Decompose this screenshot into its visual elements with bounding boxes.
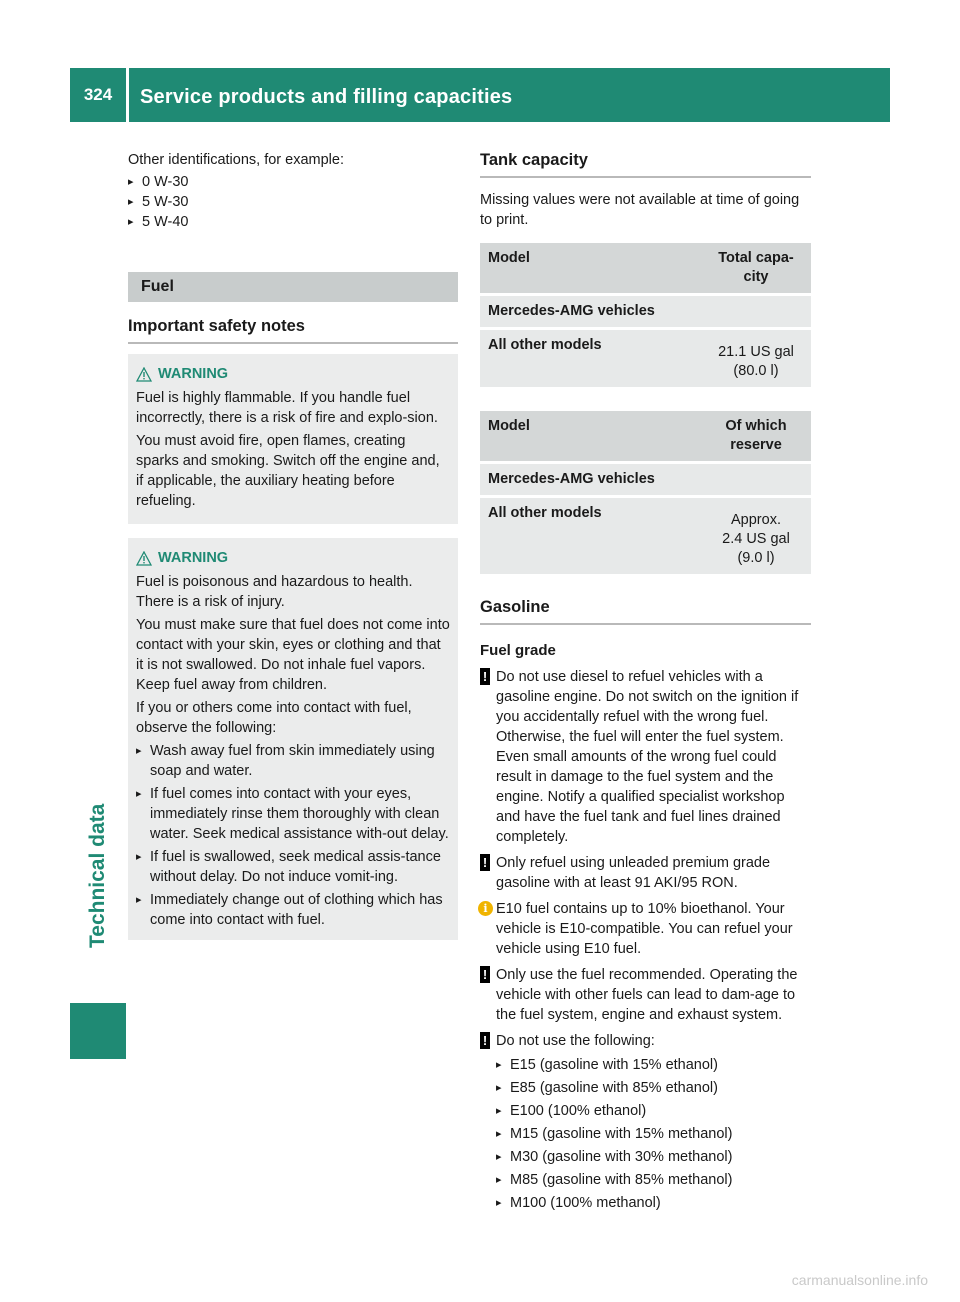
right-column [480,150,811,1213]
warning-box-1 [128,354,458,524]
page-number: 324 [83,85,113,104]
side-tab-label-wrap [78,803,118,988]
side-tab-label: Technical data [86,803,109,948]
info-icon: i [478,901,493,916]
reserve-table [480,408,811,577]
fuel-section-bar: Fuel [128,272,458,302]
note-caution [480,667,811,847]
note-caution [480,1031,811,1051]
table-cell: All other models [480,330,701,387]
page-title: Service products and filling capacities [140,86,513,108]
note-info [480,899,811,959]
warning-paragraph: You must avoid fire, open flames, creating sparks and smoking. Switch off the engine and, if applicable, the auxiliary heating before refueling. [136,433,440,509]
table-header-cell: Model [480,411,701,461]
list-item: ▸ If fuel comes into contact with your eyes, immediately rinse them thoroughly with clean water. Seek medical assistance with-out delay. [136,784,450,844]
table-header-row [480,411,811,461]
table-cell: Approx. 2.4 US gal (9.0 l) [701,498,811,574]
list-item: ▸ If fuel is swallowed, seek medical assis-tance without delay. Do not induce vomit-ing. [136,847,450,887]
safety-heading: Important safety notes [128,316,458,344]
oil-list [128,172,458,232]
note-text: Only refuel using unleaded premium grade gasoline with at least 91 AKI/95 RON. [496,855,771,891]
table-row [480,464,811,495]
warning-title [136,364,450,384]
page-header [70,68,890,122]
intro-text: Other identifications, for example: [128,152,344,168]
warning-title-text: WARNING [158,366,229,382]
left-column [128,150,458,940]
tank-note: Missing values were not available at time of going to print. [480,192,800,228]
note-caution [480,965,811,1025]
list-item: ▸ E85 (gasoline with 85% ethanol) [496,1078,811,1098]
warning-paragraph: Fuel is poisonous and hazardous to health. There is a risk of injury. [136,574,413,610]
warning-paragraph: If you or others come into contact with fuel, observe the following: [136,700,412,736]
fuel-grade-heading: Fuel grade [480,642,556,659]
table-cell [701,464,811,495]
first-aid-list [136,741,450,930]
table-header-cell: Of which reserve [701,411,811,461]
gasoline-heading: Gasoline [480,597,811,625]
note-text: E10 fuel contains up to 10% bioethanol. Your vehicle is E10-compatible. You can refuel your vehicle using E10 fuel. [496,901,793,957]
table-header-cell [701,243,811,293]
warning-paragraph: Fuel is highly flammable. If you handle fuel incorrectly, there is a risk of fire and explo-sion. [136,390,438,426]
exclamation-icon: ! [480,854,490,871]
list-item: ▸ M100 (100% methanol) [496,1193,811,1213]
table-header-row [480,243,811,293]
exclamation-icon: ! [480,966,490,983]
list-item: ▸ 5 W-40 [128,212,458,232]
table-cell: Mercedes-AMG vehicles [480,464,701,495]
list-item: ▸ M15 (gasoline with 15% methanol) [496,1124,811,1144]
tank-capacity-table [480,240,811,390]
table-header-cell: Model [480,243,701,293]
side-tab-marker [70,1003,126,1059]
warning-paragraph: You must make sure that fuel does not come into contact with your skin, eyes or clothing and that it is not swallowed. Do not inhale fuel vapors. Keep fuel away from children. [136,617,450,693]
warning-triangle-icon [136,367,152,382]
list-item: ▸ M30 (gasoline with 30% methanol) [496,1147,811,1167]
list-item: ▸ E15 (gasoline with 15% ethanol) [496,1055,811,1075]
excluded-fuels-list [480,1055,811,1213]
header-text: Total capa- city [718,250,794,285]
table-cell: 21.1 US gal (80.0 l) [701,330,811,387]
warning-title [136,548,450,568]
note-caution [480,853,811,893]
table-row [480,330,811,387]
list-item: ▸ M85 (gasoline with 85% methanol) [496,1170,811,1190]
warning-title-text: WARNING [158,550,229,566]
table-cell: Mercedes-AMG vehicles [480,296,701,327]
list-item: ▸ 0 W-30 [128,172,458,192]
note-text: Do not use the following: [496,1033,655,1049]
note-text: Only use the fuel recommended. Operating the vehicle with other fuels can lead to dam-age to the fuel system, engine and exhaust system. [496,967,798,1023]
list-item: ▸ Immediately change out of clothing which has come into contact with fuel. [136,890,450,930]
table-row [480,498,811,574]
note-text: Do not use diesel to refuel vehicles with a gasoline engine. Do not switch on the ignition if you accidentally refuel with the wrong fuel. Otherwise, the fuel will enter the fuel system. Even small amounts of the wrong fuel could result in damage to the fuel system and the engine. Notify a qualified specialist workshop and have the fuel tank and fuel lines drained completely. [496,669,799,845]
tank-heading: Tank capacity [480,150,811,178]
exclamation-icon: ! [480,1032,490,1049]
table-row [480,296,811,327]
list-item: ▸ Wash away fuel from skin immediately using soap and water. [136,741,450,781]
exclamation-icon: ! [480,668,490,685]
header-divider [126,68,129,122]
table-cell [701,296,811,327]
footer-watermark: carmanualsonline.info [791,1272,928,1288]
list-item: ▸ E100 (100% ethanol) [496,1101,811,1121]
table-cell: All other models [480,498,701,574]
warning-triangle-icon [136,551,152,566]
list-item: ▸ 5 W-30 [128,192,458,212]
warning-box-2 [128,538,458,940]
